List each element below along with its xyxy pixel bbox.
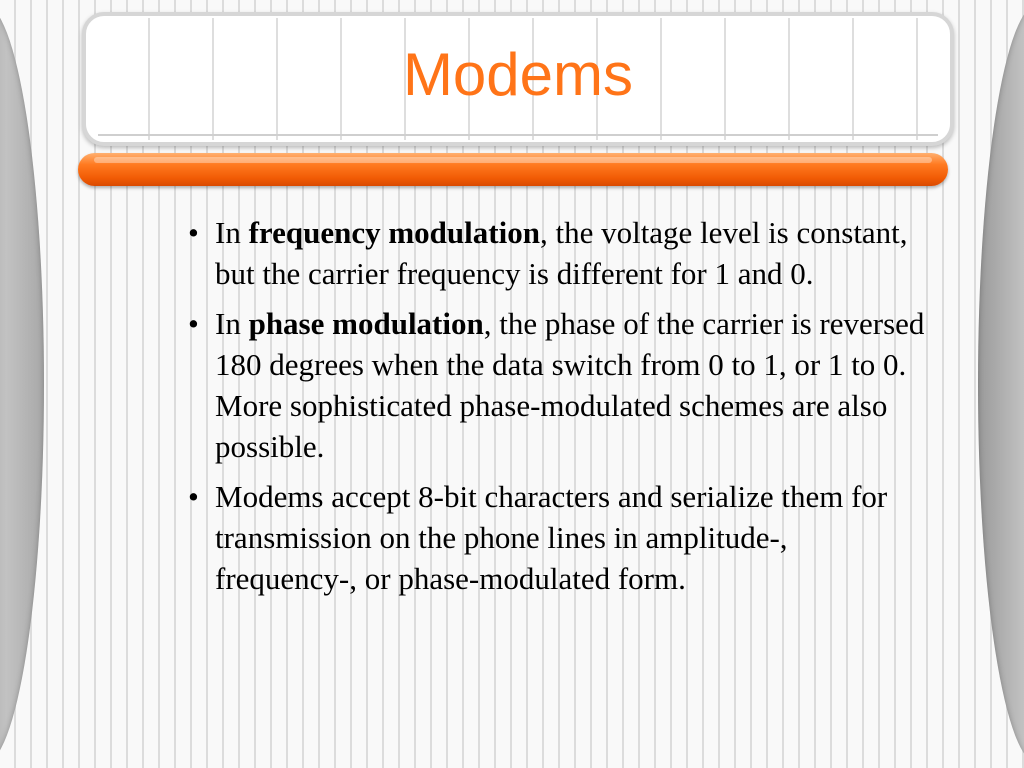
bullet-text: , the voltage level is constant, but the carrier frequency is different for 1 and 0. bbox=[215, 215, 908, 291]
bullet-item-frequency-modulation bbox=[188, 212, 928, 294]
title-frame bbox=[82, 12, 954, 146]
bullet-text: Modems accept 8-bit characters and serialize them for transmission on the phone lines in amplitude-, frequency-, or phase-modulated form. bbox=[215, 479, 888, 596]
bullet-bold-term: phase modulation bbox=[248, 306, 484, 341]
bullet-icon: • bbox=[188, 306, 199, 341]
slide-body bbox=[188, 212, 928, 608]
bullet-text: In bbox=[215, 215, 249, 250]
bullet-text: , the phase of the carrier is reversed 180 degrees when the data switch from 0 to 1, or 1 to 0. More sophisticated phase-modulated schemes are also possible. bbox=[215, 306, 925, 464]
bullet-bold-term: frequency modulation bbox=[248, 215, 540, 250]
bullet-list bbox=[188, 212, 928, 599]
bullet-item-modems-serialize bbox=[188, 476, 928, 599]
bullet-text: In bbox=[215, 306, 249, 341]
bullet-icon: • bbox=[188, 215, 199, 250]
left-side-pillar-decoration bbox=[0, 4, 44, 764]
bullet-item-phase-modulation bbox=[188, 303, 928, 467]
slide-title: Modems bbox=[402, 41, 634, 108]
right-side-pillar-decoration bbox=[978, 4, 1024, 764]
orange-accent-bar bbox=[78, 153, 948, 186]
bullet-icon: • bbox=[188, 479, 199, 514]
